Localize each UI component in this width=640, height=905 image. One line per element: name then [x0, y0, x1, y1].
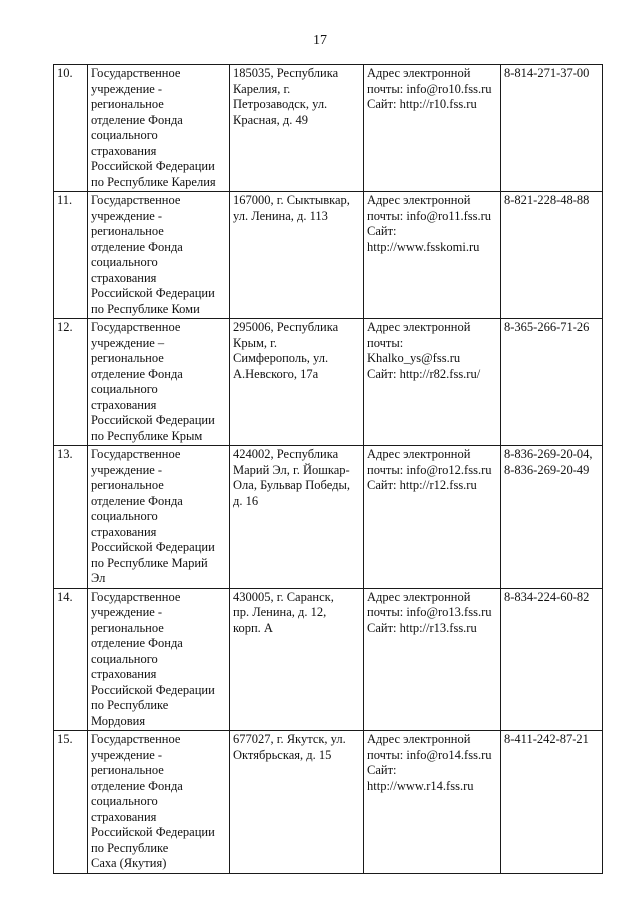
organization-name-line: Российской Федерации: [91, 825, 215, 839]
organization-name-cell: [88, 192, 230, 319]
contacts-line: почты:: [367, 335, 404, 350]
row-number-cell: [54, 446, 88, 589]
organization-name-line: Государственное: [91, 589, 181, 604]
address-line: Крым, г.: [233, 335, 277, 350]
organization-name-line: страхования: [91, 524, 157, 539]
row-number-cell: [54, 65, 88, 192]
row-number-cell: [54, 192, 88, 319]
address-cell: [230, 731, 364, 874]
phone-cell: [501, 731, 603, 874]
organization-name-line: по Республике: [91, 698, 169, 712]
organization-name-line: учреждение -: [91, 747, 163, 762]
table-row: [54, 319, 603, 446]
contacts-line: Khalko_ys@fss.ru: [367, 351, 461, 365]
address-line: Петрозаводск, ул.: [233, 97, 328, 111]
row-number-text: 13.: [57, 447, 73, 461]
row-number-cell: [54, 319, 88, 446]
organization-name-line: Эл: [91, 571, 106, 585]
organization-name-cell: [88, 731, 230, 874]
address-line: 430005, г. Саранск,: [233, 589, 334, 604]
table-row: [54, 65, 603, 192]
phone-line: 8-836-269-20-04,: [504, 447, 593, 461]
phone-line: 8-834-224-60-82: [504, 589, 590, 604]
organization-name-line: Российской Федерации: [91, 159, 215, 173]
row-number-text: 10.: [57, 66, 73, 80]
organization-name-line: региональное: [91, 224, 164, 238]
organization-name-line: страхования: [91, 667, 157, 681]
contacts-line: Адрес электронной: [367, 447, 471, 461]
row-number-cell: [54, 731, 88, 874]
organization-name-line: региональное: [91, 620, 164, 635]
page-number: 17: [313, 33, 327, 48]
organization-name-line: отделение Фонда: [91, 636, 183, 650]
address-line: А.Невского, 17а: [233, 366, 319, 381]
row-number-cell: [54, 588, 88, 731]
contacts-line: почты: info@ro14.fss.ru: [367, 747, 492, 762]
organization-name-line: Государственное: [91, 320, 181, 334]
organization-name-line: социального: [91, 794, 158, 808]
contacts-line: почты: info@ro10.fss.ru: [367, 81, 492, 96]
contacts-cell: [364, 65, 501, 192]
address-cell: [230, 319, 364, 446]
organization-name-line: Российской Федерации: [91, 540, 215, 554]
phone-cell: [501, 446, 603, 589]
table-row: [54, 588, 603, 731]
organization-name-line: отделение Фонда: [91, 493, 183, 508]
organization-name-line: Российской Федерации: [91, 413, 215, 427]
address-line: Октябрьская, д. 15: [233, 747, 332, 762]
phone-line: 8-814-271-37-00: [504, 66, 590, 80]
organization-name-line: отделение Фонда: [91, 366, 183, 381]
address-line: Красная, д. 49: [233, 112, 309, 127]
organization-name-line: страхования: [91, 143, 157, 158]
contacts-line: Адрес электронной: [367, 66, 471, 80]
organization-name-line: социального: [91, 128, 158, 142]
table-row: [54, 731, 603, 874]
organization-name-cell: [88, 588, 230, 731]
organization-name-line: Российской Федерации: [91, 682, 215, 697]
organization-name-line: учреждение -: [91, 81, 163, 96]
address-cell: [230, 588, 364, 731]
organization-name-line: учреждение -: [91, 208, 163, 223]
phone-cell: [501, 192, 603, 319]
contacts-line: почты: info@ro11.fss.ru: [367, 208, 492, 223]
address-cell: [230, 446, 364, 589]
organization-name-line: Государственное: [91, 66, 181, 80]
organization-name-line: социального: [91, 382, 158, 396]
organization-name-line: социального: [91, 255, 158, 269]
organization-name-cell: [88, 446, 230, 589]
phone-cell: [501, 588, 603, 731]
organization-name-line: отделение Фонда: [91, 112, 183, 127]
organization-name-line: Мордовия: [91, 713, 146, 728]
organization-name-line: региональное: [91, 478, 164, 492]
address-line: 185035, Республика: [233, 66, 339, 80]
contacts-line: Сайт:: [367, 763, 397, 777]
contacts-line: Адрес электронной: [367, 589, 471, 604]
address-line: ул. Ленина, д. 113: [233, 208, 328, 223]
phone-line: 8-836-269-20-49: [504, 462, 590, 477]
phone-line: 8-365-266-71-26: [504, 320, 590, 334]
table-row: [54, 192, 603, 319]
address-line: Симферополь, ул.: [233, 351, 329, 365]
address-line: Ола, Бульвар Победы,: [233, 478, 350, 492]
phone-line: 8-411-242-87-21: [504, 732, 589, 746]
row-number-text: 14.: [57, 589, 73, 604]
organization-name-line: страхования: [91, 809, 157, 824]
row-number-text: 11.: [57, 193, 73, 207]
contacts-line: Сайт: http://r10.fss.ru: [367, 97, 477, 111]
organization-name-line: Государственное: [91, 193, 181, 207]
organization-name-line: по Республике: [91, 840, 169, 855]
organization-name-line: Государственное: [91, 732, 181, 746]
organization-name-line: учреждение -: [91, 605, 163, 619]
phone-cell: [501, 65, 603, 192]
contacts-line: Сайт: http://r82.fss.ru/: [367, 366, 481, 381]
contacts-cell: [364, 192, 501, 319]
address-line: 424002, Республика: [233, 447, 339, 461]
address-line: д. 16: [233, 493, 259, 508]
organization-name-line: страхования: [91, 270, 157, 285]
organization-name-line: учреждение –: [91, 335, 165, 350]
contacts-cell: [364, 588, 501, 731]
contacts-line: почты: info@ro13.fss.ru: [367, 605, 492, 619]
address-line: 677027, г. Якутск, ул.: [233, 732, 346, 746]
contacts-line: Сайт: http://r13.fss.ru: [367, 620, 477, 635]
organization-name-line: отделение Фонда: [91, 239, 183, 254]
organization-name-line: социального: [91, 651, 158, 666]
address-line: Марий Эл, г. Йошкар-: [233, 462, 350, 477]
organization-name-line: по Республике Крым: [91, 428, 203, 443]
address-cell: [230, 192, 364, 319]
table-body: [54, 65, 603, 874]
phone-cell: [501, 319, 603, 446]
organization-name-line: региональное: [91, 763, 164, 777]
row-number-text: 12.: [57, 320, 73, 334]
address-cell: [230, 65, 364, 192]
contacts-line: Сайт: http://r12.fss.ru: [367, 478, 477, 492]
organization-name-cell: [88, 65, 230, 192]
contacts-cell: [364, 731, 501, 874]
phone-line: 8-821-228-48-88: [504, 193, 590, 207]
offices-table: [53, 64, 603, 874]
organization-name-line: Российской Федерации: [91, 286, 215, 300]
organization-name-line: Саха (Якутия): [91, 856, 167, 870]
row-number-text: 15.: [57, 732, 73, 746]
contacts-line: Адрес электронной: [367, 732, 471, 746]
contacts-line: почты: info@ro12.fss.ru: [367, 462, 492, 477]
contacts-cell: [364, 446, 501, 589]
address-line: Карелия, г.: [233, 81, 291, 96]
address-line: 167000, г. Сыктывкар,: [233, 193, 350, 207]
contacts-line: http://www.r14.fss.ru: [367, 778, 474, 793]
organization-name-line: региональное: [91, 97, 164, 111]
organization-name-line: по Республике Марий: [91, 555, 208, 570]
contacts-cell: [364, 319, 501, 446]
organization-name-line: региональное: [91, 351, 164, 365]
contacts-line: Сайт:: [367, 224, 397, 238]
address-line: 295006, Республика: [233, 320, 339, 334]
organization-name-cell: [88, 319, 230, 446]
organization-name-line: учреждение -: [91, 462, 163, 477]
address-line: корп. А: [233, 620, 273, 635]
organization-name-line: страхования: [91, 397, 157, 412]
contacts-line: Адрес электронной: [367, 320, 471, 334]
contacts-line: Адрес электронной: [367, 193, 471, 207]
table-row: [54, 446, 603, 589]
organization-name-line: по Республике Коми: [91, 301, 200, 316]
organization-name-line: отделение Фонда: [91, 778, 183, 793]
organization-name-line: по Республике Карелия: [91, 174, 216, 189]
organization-name-line: Государственное: [91, 447, 181, 461]
organization-name-line: социального: [91, 509, 158, 523]
contacts-line: http://www.fsskomi.ru: [367, 239, 480, 254]
address-line: пр. Ленина, д. 12,: [233, 605, 327, 619]
